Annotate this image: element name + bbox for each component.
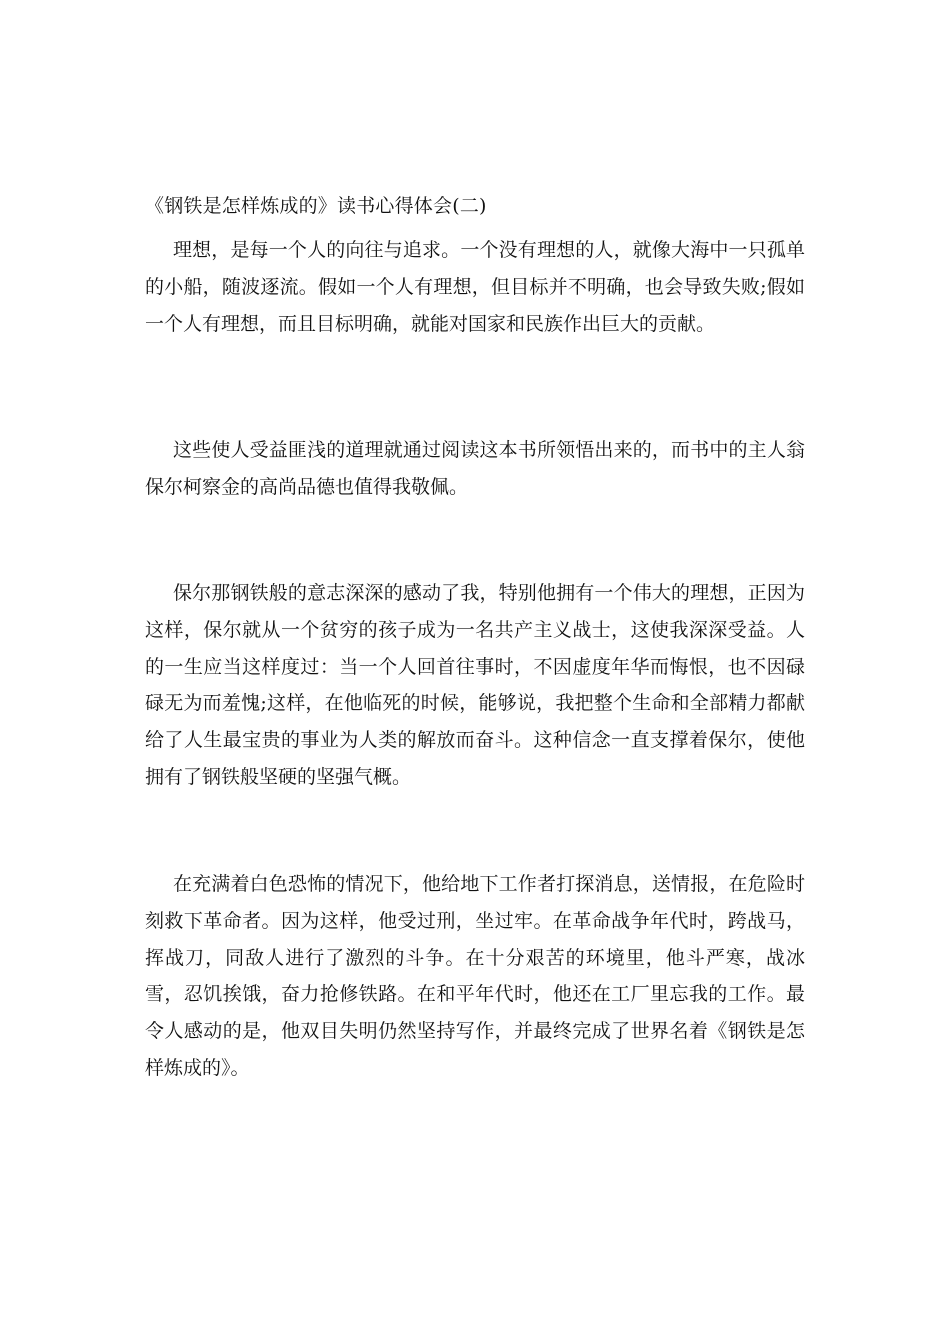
paragraph-lessons: 这些使人受益匪浅的道理就通过阅读这本书所领悟出来的，而书中的主人翁保尔柯察金的高尚品德也值得我敬佩。 [145,439,805,498]
document-title: 《钢铁是怎样炼成的》读书心得体会(二) [145,195,487,217]
paragraph-pavel-deeds: 在充满着白色恐怖的情况下，他给地下工作者打探消息，送情报，在危险时刻救下革命者。因为这样，他受过刑，坐过牢。在革命战争年代时，跨战马，挥战刀，同敌人进行了激烈的斗争。在十分艰苦的环境里，他斗严寒，战冰雪，忍饥挨饿，奋力抢修铁路。在和平年代时，他还在工厂里忘我的工作。最令人感动的是，他双目失明仍然坚持写作，并最终完成了世界名着《钢铁是怎样炼成的》。 [145,873,805,1079]
paragraph-pavel-will: 保尔那钢铁般的意志深深的感动了我，特别他拥有一个伟大的理想，正因为这样，保尔就从一个贫穷的孩子成为一名共产主义战士，这使我深深受益。人的一生应当这样度过：当一个人回首往事时，不因虚度年华而悔恨，也不因碌碌无为而羞愧;这样，在他临死的时候，能够说，我把整个生命和全部精力都献给了人生最宝贵的事业为人类的解放而奋斗。这种信念一直支撑着保尔，使他拥有了钢铁般坚硬的坚强气概。 [145,582,805,788]
paragraph-ideals: 理想，是每一个人的向往与追求。一个没有理想的人，就像大海中一只孤单的小船，随波逐流。假如一个人有理想，但目标并不明确，也会导致失败;假如一个人有理想，而且目标明确，就能对国家和民族作出巨大的贡献。 [145,239,805,335]
